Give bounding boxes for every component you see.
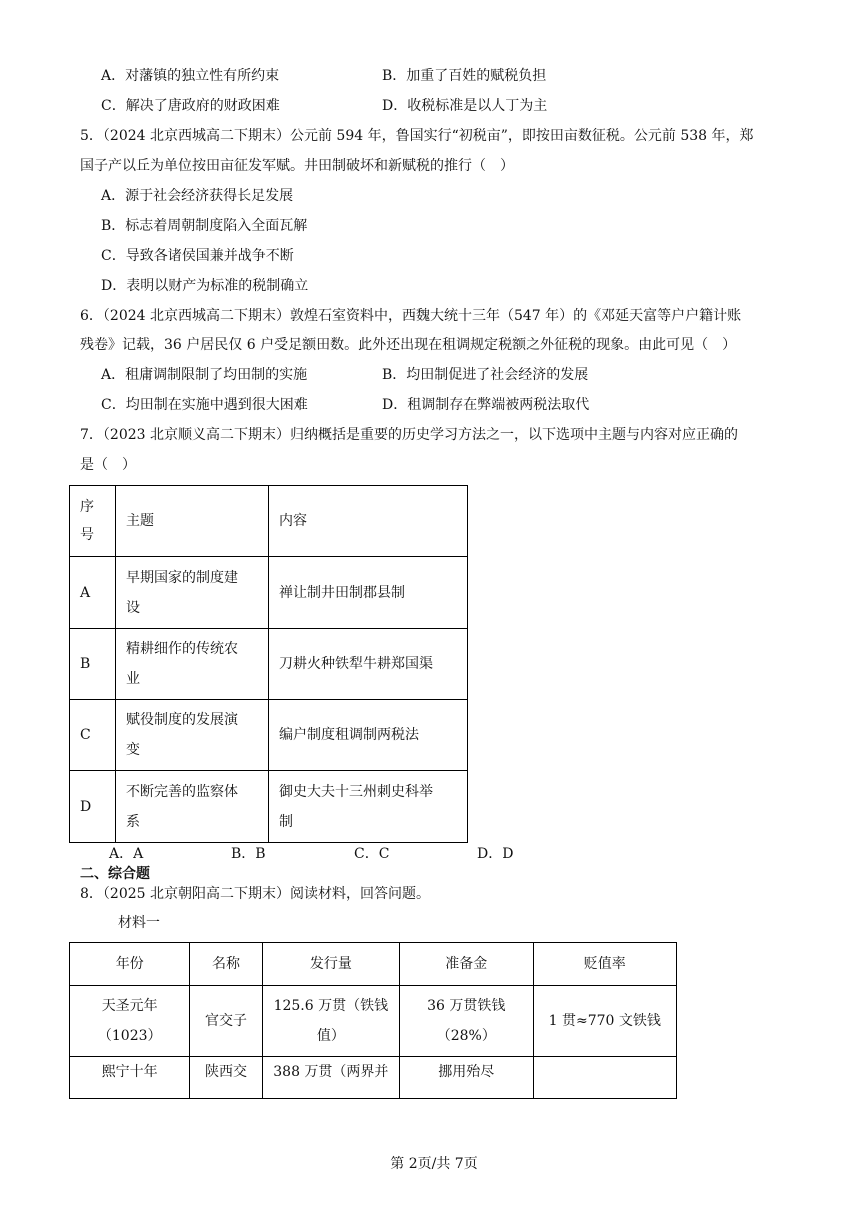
q4-option-b: B．加重了百姓的赋税负担 xyxy=(382,68,547,84)
q7-table-header-row xyxy=(70,486,468,557)
q7-header-index-line2: 号 xyxy=(80,527,94,543)
q5-stem-line2: 国子产以丘为单位按田亩征发军赋。井田制破坏和新赋税的推行（ ） xyxy=(80,158,514,174)
q4-option-a: A．对藩镇的独立性有所约束 xyxy=(101,68,280,84)
q7-header-index xyxy=(70,486,116,557)
q7-row-c-content: 编户制度租调制两税法 xyxy=(269,700,468,771)
table-row xyxy=(70,771,468,843)
q7-row-a-theme-line1: 早期国家的制度建 xyxy=(126,569,238,586)
q5-stem-line1: 5．（2024 北京西城高二下期末）公元前 594 年，鲁国实行“初税亩”，即按田亩数征税。公元前 538 年，郑 xyxy=(80,128,754,144)
q6-option-a: A．租庸调制限制了均田制的实施 xyxy=(101,367,308,383)
q7-table xyxy=(69,485,468,843)
q5-option-a: A．源于社会经济获得长足发展 xyxy=(101,188,294,204)
q8-row2-reserve: 挪用殆尽 xyxy=(400,1057,533,1099)
q7-header-index-line1: 序 xyxy=(80,499,94,515)
q8-row1-amount-line1: 125.6 万贯（铁钱 xyxy=(273,998,389,1014)
q7-row-b-theme-line1: 精耕细作的传统农 xyxy=(126,641,238,657)
q8-table-header-row xyxy=(70,943,677,986)
q5-option-b: B．标志着周朝制度陷入全面瓦解 xyxy=(101,218,308,234)
q6-stem-line2: 残卷》记载，36 户居民仅 6 户受足额田数。此外还出现在租调规定税额之外征税的现象。由此可见（ ） xyxy=(80,337,737,353)
q8-row2-amount: 388 万贯（两界并 xyxy=(262,1057,399,1099)
q8-header-reserve: 准备金 xyxy=(400,943,533,986)
q7-row-d-content-line2: 制 xyxy=(279,813,293,830)
q6-stem-line1: 6．（2024 北京西城高二下期末）敦煌石室资料中，西魏大统十三年（547 年）的《邓延天富等户户籍计账 xyxy=(80,308,742,324)
q7-row-b-theme-line2: 业 xyxy=(126,671,140,687)
table-row xyxy=(70,629,468,700)
q5-option-c: C．导致各诸侯国兼并战争不断 xyxy=(101,248,294,264)
q6-option-c: C．均田制在实施中遇到很大困难 xyxy=(101,397,308,413)
q8-table xyxy=(69,942,677,1099)
q8-row1-amount xyxy=(262,986,399,1057)
q6-option-d: D．租调制存在弊端被两税法取代 xyxy=(382,397,590,413)
q7-row-a-id: A xyxy=(70,557,116,629)
q8-material-label: 材料一 xyxy=(118,915,160,931)
q7-row-c-theme-line1: 赋役制度的发展演 xyxy=(126,712,238,728)
q8-row1-year-line1: 天圣元年 xyxy=(101,998,158,1014)
q8-header-rate: 贬值率 xyxy=(533,943,677,986)
q7-row-d-theme-line1: 不断完善的监察体 xyxy=(126,783,238,800)
q7-row-d-content-line1: 御史大夫十三州刺史科举 xyxy=(279,783,433,800)
q7-header-content: 内容 xyxy=(269,486,468,557)
q8-row1-amount-line2: 值） xyxy=(316,1028,345,1044)
q7-option-a: A．A xyxy=(109,846,144,862)
q7-row-b-id: B xyxy=(70,629,116,700)
q8-row1-reserve-line1: 36 万贯铁钱 xyxy=(427,998,506,1014)
table-row xyxy=(70,700,468,771)
q8-header-amount: 发行量 xyxy=(262,943,399,986)
page-footer: 第 2页/共 7页 xyxy=(390,1156,478,1172)
q7-row-d-id: D xyxy=(70,771,116,843)
q7-option-d: D．D xyxy=(477,846,514,862)
q8-row2-name: 陕西交 xyxy=(190,1057,262,1099)
q4-option-c: C．解决了唐政府的财政困难 xyxy=(101,98,280,114)
q6-option-b: B．均田制促进了社会经济的发展 xyxy=(382,367,589,383)
q7-row-b-content: 刀耕火种铁犁牛耕郑国渠 xyxy=(269,629,468,700)
q7-row-c-theme-line2: 变 xyxy=(126,742,140,758)
q7-option-b: B．B xyxy=(231,846,266,862)
q8-row1-year-line2: （1023） xyxy=(97,1028,162,1044)
q8-header-year: 年份 xyxy=(70,943,190,986)
q8-row2-rate xyxy=(533,1057,677,1099)
q8-row2-year: 熙宁十年 xyxy=(70,1057,190,1099)
q7-row-d-theme xyxy=(116,771,269,843)
q5-option-d: D．表明以财产为标准的税制确立 xyxy=(101,278,309,294)
q8-stem: 8．（2025 北京朝阳高二下期末）阅读材料，回答问题。 xyxy=(80,886,430,902)
q7-row-c-id: C xyxy=(70,700,116,771)
table-row xyxy=(70,557,468,629)
table-row xyxy=(70,986,677,1057)
q7-row-a-content: 禅让制井田制郡县制 xyxy=(269,557,468,629)
q7-row-b-theme xyxy=(116,629,269,700)
q7-row-a-theme xyxy=(116,557,269,629)
section-heading: 二、综合题 xyxy=(80,866,150,882)
q8-row1-rate: 1 贯≈770 文铁钱 xyxy=(533,986,677,1057)
q7-header-theme: 主题 xyxy=(116,486,269,557)
q8-header-name: 名称 xyxy=(190,943,262,986)
q7-row-c-theme xyxy=(116,700,269,771)
q7-option-c: C．C xyxy=(354,846,390,862)
table-row xyxy=(70,1057,677,1099)
q8-row1-year xyxy=(70,986,190,1057)
q8-row1-name: 官交子 xyxy=(190,986,262,1057)
q7-row-a-theme-line2: 设 xyxy=(126,599,140,616)
q7-stem-line1: 7．（2023 北京顺义高二下期末）归纳概括是重要的历史学习方法之一，以下选项中主题与内容对应正确的 xyxy=(80,427,738,443)
q4-option-d: D．收税标准是以人丁为主 xyxy=(382,98,548,114)
q7-row-d-theme-line2: 系 xyxy=(126,813,140,830)
q7-stem-line2: 是（ ） xyxy=(80,457,136,473)
q8-row1-reserve-line2: （28%） xyxy=(436,1028,496,1044)
q8-row1-reserve xyxy=(400,986,533,1057)
q7-row-d-content xyxy=(269,771,468,843)
